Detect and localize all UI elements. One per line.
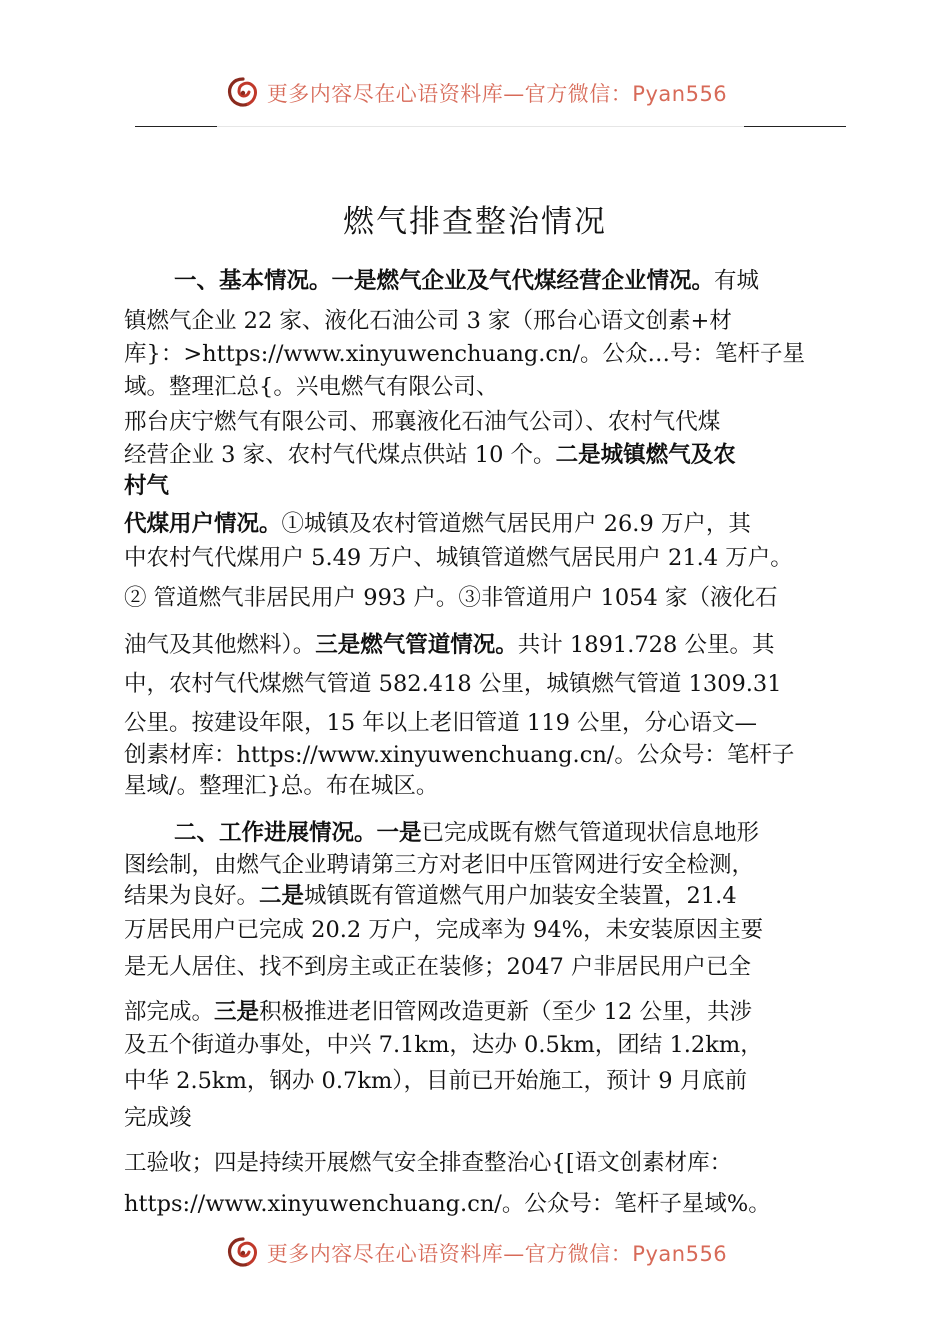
text-line <box>124 1100 854 1132</box>
text-line <box>124 580 854 612</box>
text-line <box>124 627 854 659</box>
header-rule-right <box>744 126 846 127</box>
text-segment: 中华 2.5km，钢办 0.7km），目前已开始施工，预计 9 月底前 <box>124 1068 748 1094</box>
text-segment: 及五个街道办事处，中兴 7.1km，达办 0.5km，团结 1.2km， <box>124 1032 763 1058</box>
text-segment: 创素材库：https://www.xinyuwenchuang.cn/。公众号：笔杆子 <box>124 742 795 768</box>
text-line <box>124 404 854 436</box>
header-rule-center <box>217 126 744 127</box>
text-segment: 中农村气代煤用户 5.49 万户、城镇管道燃气居民用户 21.4 万户。 <box>124 545 793 571</box>
text-line <box>124 847 854 879</box>
bold-text-segment: 三是燃气管道情况。 <box>315 632 518 658</box>
text-segment: 已完成既有燃气管道现状信息地形 <box>421 820 760 846</box>
text-line <box>124 263 904 295</box>
text-segment: 库}：>https://www.xinyuwenchuang.cn/。公众…号：笔杆子星 <box>124 341 806 367</box>
text-line <box>124 1145 854 1177</box>
text-segment: 经营企业 3 家、农村气代煤点供站 10 个。 <box>124 442 556 468</box>
text-line <box>124 336 854 368</box>
text-segment: ② 管道燃气非居民用户 993 户。③非管道用户 1054 家（液化石 <box>124 585 778 611</box>
text-line <box>124 912 854 944</box>
bold-text-segment: 一是 <box>376 820 422 846</box>
text-segment: 完成竣 <box>124 1105 192 1131</box>
text-segment: 公里。按建设年限，15 年以上老旧管道 119 公里，分心语文— <box>124 710 758 736</box>
text-line <box>124 768 854 800</box>
header-watermark <box>0 70 950 116</box>
text-segment: 工验收；四是持续开展燃气安全排查整治心{[语文创素材库： <box>124 1150 733 1176</box>
text-line <box>124 666 854 698</box>
text-segment: 中，农村气代煤燃气管道 582.418 公里，城镇燃气管道 1309.31 <box>124 671 782 697</box>
text-line <box>124 468 854 500</box>
bold-text-segment: 代煤用户情况。 <box>124 511 282 537</box>
text-segment: 万居民用户已完成 20.2 万户，完成率为 94%，未安装原因主要 <box>124 917 764 943</box>
text-line <box>124 705 854 737</box>
bold-text-segment: 村气 <box>124 473 170 499</box>
footer-watermark <box>0 1230 950 1276</box>
text-segment: 油气及其他燃料）。 <box>124 632 316 658</box>
document-title: 燃气排查整治情况 <box>343 204 607 240</box>
bold-text-segment: 二、工作进展情况。 <box>174 820 377 846</box>
text-segment: https://www.xinyuwenchuang.cn/。公众号：笔杆子星域%。 <box>124 1191 771 1217</box>
watermark-text: 更多内容尽在心语资料库—官方微信：Pyan556 <box>266 1242 728 1266</box>
swirl-logo-icon <box>223 1233 263 1273</box>
text-segment: 有城 <box>714 268 760 294</box>
text-segment: 城镇既有管道燃气用户加装安全装置，21.4 <box>304 883 737 909</box>
text-line <box>124 815 904 847</box>
bold-text-segment: 一、基本情况。 <box>174 268 332 294</box>
text-line <box>124 1186 854 1218</box>
swirl-logo-icon <box>223 73 263 113</box>
bold-text-segment: 三是 <box>214 999 260 1025</box>
text-line <box>124 303 854 335</box>
text-line <box>124 1027 854 1059</box>
text-segment: 部完成。 <box>124 999 215 1025</box>
text-segment: 是无人居住、找不到房主或正在装修；2047 户非居民用户已全 <box>124 954 751 980</box>
text-line <box>124 994 854 1026</box>
text-segment: 域。整理汇总{。兴电燃气有限公司、 <box>124 374 499 400</box>
text-line <box>124 437 854 469</box>
text-segment: 共计 1891.728 公里。其 <box>517 632 775 658</box>
text-line <box>124 369 854 401</box>
text-line <box>124 949 854 981</box>
text-line <box>124 878 854 910</box>
bold-text-segment: 一是燃气企业及气代煤经营企业情况。 <box>331 268 715 294</box>
text-line <box>124 540 854 572</box>
text-segment: 邢台庆宁燃气有限公司、邢襄液化石油气公司）、农村气代煤 <box>124 409 721 435</box>
text-line <box>124 737 854 769</box>
text-segment: 镇燃气企业 22 家、液化石油公司 3 家（邢台心语文创素+材 <box>124 308 732 334</box>
text-segment: 结果为良好。 <box>124 883 260 909</box>
text-line <box>124 506 854 538</box>
text-segment: 图绘制，由燃气企业聘请第三方对老旧中压管网进行安全检测， <box>124 852 755 878</box>
text-segment: 星域/。整理汇}总。布在城区。 <box>124 773 439 799</box>
text-segment: 积极推进老旧管网改造更新（至少 12 公里，共涉 <box>259 999 752 1025</box>
header-rule-left <box>135 126 217 127</box>
text-segment: ①城镇及农村管道燃气居民用户 26.9 万户，其 <box>281 511 751 537</box>
bold-text-segment: 二是 <box>259 883 305 909</box>
text-line <box>124 1063 854 1095</box>
bold-text-segment: 二是城镇燃气及农 <box>555 442 736 468</box>
watermark-text: 更多内容尽在心语资料库—官方微信：Pyan556 <box>266 82 728 106</box>
